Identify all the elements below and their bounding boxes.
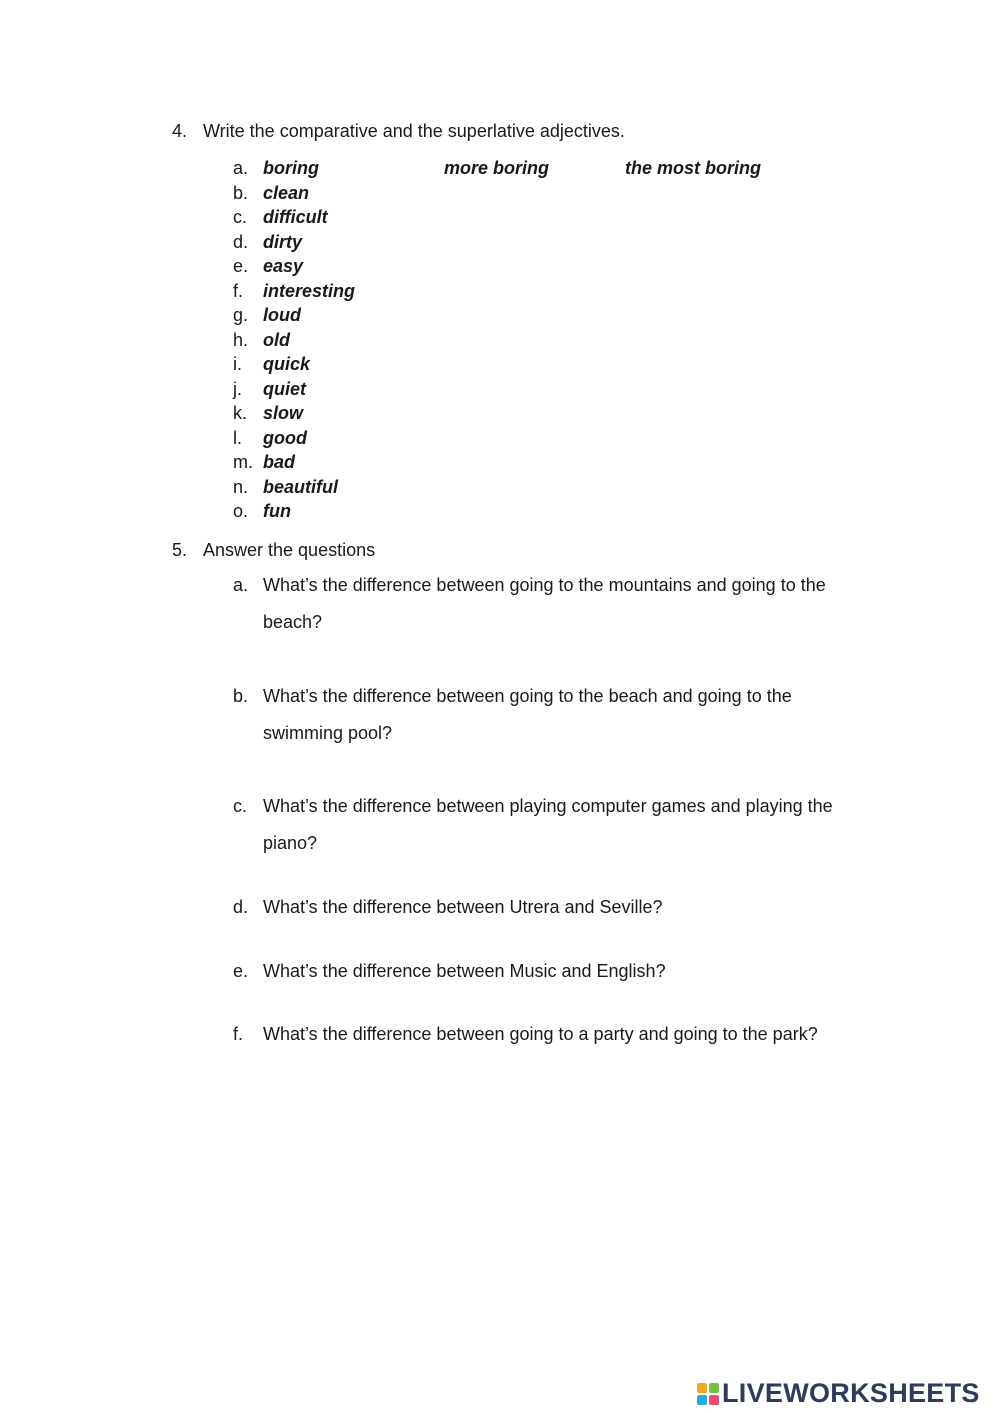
item-letter: l. <box>233 427 242 448</box>
comparative-answer[interactable] <box>444 254 625 279</box>
item-letter: i. <box>233 354 242 374</box>
item-letter: d. <box>233 231 249 252</box>
item-letter: o. <box>233 501 249 521</box>
question-item <box>233 678 863 752</box>
adjective-row <box>233 156 761 181</box>
adjective-word: clean <box>263 182 310 203</box>
question-letter: b. <box>233 686 249 706</box>
comparative-answer[interactable] <box>444 352 625 377</box>
question-text: What’s the difference between going to the beach and going to the swimming pool? <box>263 686 792 743</box>
comparative-answer[interactable] <box>444 230 625 255</box>
question-letter: d. <box>233 897 249 917</box>
item-letter: f. <box>233 280 244 301</box>
question-text: What’s the difference between Music and English? <box>263 961 666 981</box>
adjective-row <box>233 303 761 328</box>
item-letter: n. <box>233 476 249 497</box>
adjective-word: interesting <box>263 280 356 301</box>
question-item <box>233 567 863 641</box>
adjective-row <box>233 450 761 475</box>
adjective-word: quick <box>263 354 311 374</box>
comparative-answer[interactable] <box>444 328 625 353</box>
comparative-answer[interactable] <box>444 181 625 206</box>
item-letter: j. <box>233 378 242 399</box>
adjective-row <box>233 475 761 500</box>
question-text: What’s the difference between going to the mountains and going to the beach? <box>263 575 826 632</box>
adjective-word: old <box>263 329 290 350</box>
adjective-row <box>233 328 761 353</box>
adjective-word: easy <box>263 256 304 276</box>
adjective-word: quiet <box>263 378 306 399</box>
adjective-row <box>233 352 761 377</box>
item-letter: e. <box>233 256 249 276</box>
item-letter: k. <box>233 403 248 423</box>
adjective-row <box>233 230 761 255</box>
logo-tile <box>709 1383 719 1393</box>
question-item <box>233 1016 863 1053</box>
comparative-answer[interactable] <box>444 205 625 230</box>
adjective-row <box>233 499 761 524</box>
question-letter: a. <box>233 575 249 595</box>
adjective-row <box>233 401 761 426</box>
comparative-answer: more boring <box>444 158 550 178</box>
adjective-row <box>233 426 761 451</box>
adjective-word: beautiful <box>263 476 338 497</box>
comparative-answer[interactable] <box>444 279 625 304</box>
comparative-answer[interactable] <box>444 499 625 524</box>
item-letter: h. <box>233 329 249 350</box>
question-letter: c. <box>233 796 248 816</box>
question-letter: f. <box>233 1024 244 1044</box>
item-letter: c. <box>233 207 248 227</box>
adjective-word: dirty <box>263 231 303 252</box>
comparative-answer[interactable] <box>444 475 625 500</box>
adjective-row <box>233 254 761 279</box>
question-item <box>233 788 863 862</box>
question-item <box>233 889 863 926</box>
adjective-row <box>233 205 761 230</box>
logo-tile <box>697 1395 707 1405</box>
adjective-word: boring <box>263 158 319 178</box>
item-letter: g. <box>233 305 249 325</box>
adjective-word: difficult <box>263 207 328 227</box>
comparative-answer[interactable] <box>444 377 625 402</box>
question-text: What’s the difference between Utrera and Seville? <box>263 897 663 917</box>
question-letter: e. <box>233 961 249 981</box>
logo-tile <box>709 1395 719 1405</box>
logo-tile <box>697 1383 707 1393</box>
section-4-heading <box>172 119 625 143</box>
comparative-answer[interactable] <box>444 426 625 451</box>
logo-text: LIVEWORKSHEETS <box>722 1378 980 1408</box>
section-4-number: 4. <box>172 121 188 141</box>
question-text: What’s the difference between going to a party and going to the park? <box>263 1024 818 1044</box>
section-5-heading <box>172 538 375 562</box>
comparative-answer[interactable] <box>444 303 625 328</box>
section-4-instruction: Write the comparative and the superlative adjectives. <box>203 121 625 141</box>
adjective-word: good <box>263 427 307 448</box>
adjective-word: slow <box>263 403 304 423</box>
adjective-row <box>233 279 761 304</box>
liveworksheets-logo-icon <box>697 1383 719 1405</box>
adjective-word: loud <box>263 305 301 325</box>
adjective-row <box>233 377 761 402</box>
item-letter: a. <box>233 158 249 178</box>
adjective-word: bad <box>263 452 296 472</box>
item-letter: b. <box>233 182 249 203</box>
adjective-row <box>233 181 761 206</box>
adjective-list <box>233 156 761 524</box>
question-text: What’s the difference between playing computer games and playing the piano? <box>263 796 833 853</box>
superlative-answer: the most boring <box>625 158 761 178</box>
liveworksheets-logo <box>697 1378 980 1409</box>
comparative-answer[interactable] <box>444 450 625 475</box>
question-item <box>233 953 863 990</box>
item-letter: m. <box>233 452 253 472</box>
section-5-instruction: Answer the questions <box>203 540 376 560</box>
adjective-word: fun <box>263 501 291 521</box>
section-5-number: 5. <box>172 540 188 560</box>
comparative-answer[interactable] <box>444 401 625 426</box>
